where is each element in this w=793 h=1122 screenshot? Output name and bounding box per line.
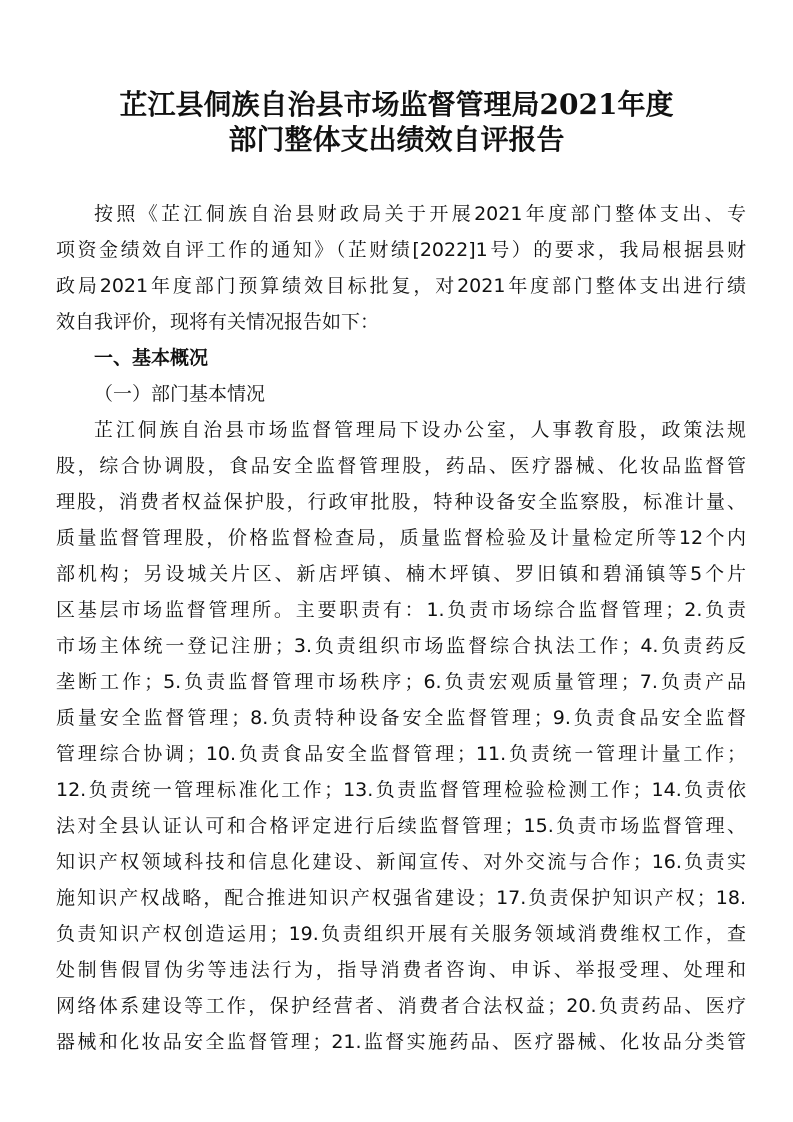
text-line: 部机构；另设城关片区、新店坪镇、楠木坪镇、罗旧镇和碧涌镇等5个片 xyxy=(56,563,746,585)
text-line: 法对全县认证认可和合格评定进行后续监督管理；15.负责市场监督管理、 xyxy=(56,815,746,837)
text-line: 质量监督管理股，价格监督检查局，质量监督检验及计量检定所等12个内 xyxy=(56,527,746,549)
text-line: 按照《芷江侗族自治县财政局关于开展2021年度部门整体支出、专 xyxy=(94,203,746,225)
text-line: 政局2021年度部门预算绩效目标批复，对2021年度部门整体支出进行绩 xyxy=(56,275,746,297)
text-line: 处制售假冒伪劣等违法行为，指导消费者咨询、申诉、举报受理、处理和 xyxy=(56,959,746,981)
intro-paragraph xyxy=(56,196,746,340)
text-line: 区基层市场监督管理所。主要职责有：1.负责市场综合监督管理；2.负责 xyxy=(56,599,746,621)
text-line: 网络体系建设等工作，保护经营者、消费者合法权益；20.负责药品、医疗 xyxy=(56,995,746,1017)
text-line: 垄断工作；5.负责监督管理市场秩序；6.负责宏观质量管理；7.负责产品 xyxy=(56,671,746,693)
text-line: 质量安全监督管理；8.负责特种设备安全监督管理；9.负责食品安全监督 xyxy=(56,707,746,729)
body-paragraph xyxy=(56,412,746,1060)
section-heading: 一、基本概况 xyxy=(94,347,209,369)
text-line: 理股，消费者权益保护股，行政审批股，特种设备安全监察股，标准计量、 xyxy=(56,491,746,513)
text-line: 负责知识产权创造运用；19.负责组织开展有关服务领域消费维权工作，查 xyxy=(56,923,746,945)
text-line: 效自我评价，现将有关情况报告如下： xyxy=(56,311,380,333)
text-line: 管理综合协调；10.负责食品安全监督管理；11.负责统一管理计量工作； xyxy=(56,743,746,765)
text-line: 器械和化妆品安全监督管理；21.监督实施药品、医疗器械、化妆品分类管 xyxy=(56,1031,746,1053)
text-line: 芷江侗族自治县市场监督管理局下设办公室，人事教育股，政策法规 xyxy=(94,419,746,441)
text-line: 知识产权领域科技和信息化建设、新闻宣传、对外交流与合作；16.负责实 xyxy=(56,851,746,873)
text-line: 市场主体统一登记注册；3.负责组织市场监督综合执法工作；4.负责药反 xyxy=(56,635,746,657)
text-line: 12.负责统一管理标准化工作；13.负责监督管理检验检测工作；14.负责依 xyxy=(56,779,746,801)
text-line: 项资金绩效自评工作的通知》（芷财绩[2022]1号）的要求，我局根据县财 xyxy=(56,239,746,261)
text-line: 施知识产权战略，配合推进知识产权强省建设；17.负责保护知识产权；18. xyxy=(56,887,746,909)
document-title-line-1: 芷江县侗族自治县市场监督管理局2021年度 xyxy=(119,88,674,121)
document-title-line-2: 部门整体支出绩效自评报告 xyxy=(228,123,565,156)
subsection-heading: （一）部门基本情况 xyxy=(94,383,266,405)
text-line: 股，综合协调股，食品安全监督管理股，药品、医疗器械、化妆品监督管 xyxy=(56,455,746,477)
